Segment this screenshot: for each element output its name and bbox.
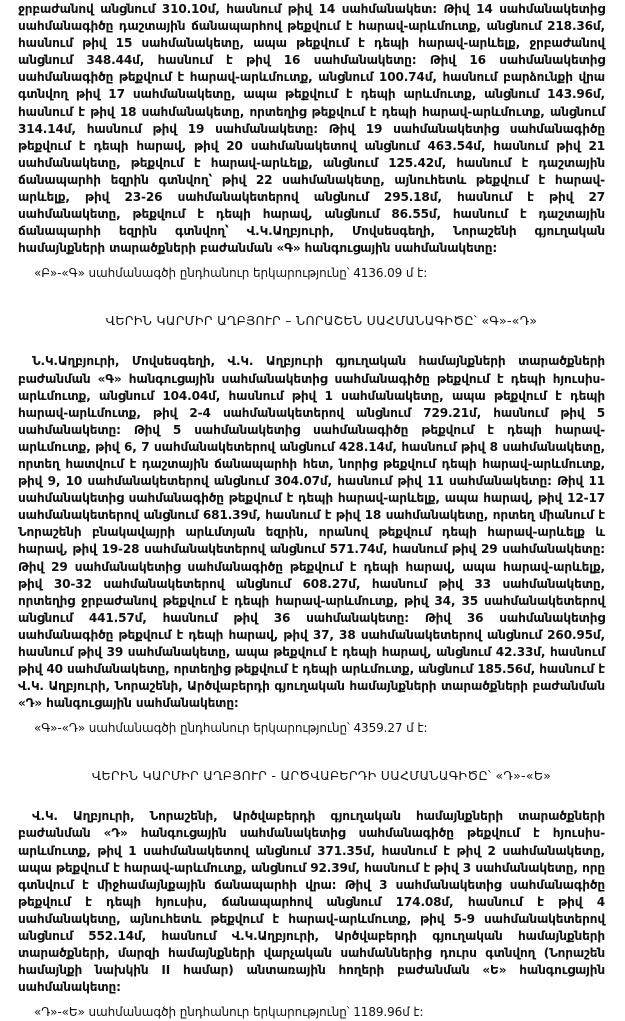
section-c-total-length: «Գ»-«Դ» սահմանագծի ընդհանուր երկարությունը՝ 4359.27 մ է: [34, 721, 428, 736]
section-d-paragraph: Վ.Կ. Աղբյուրի, Նորաշենի, Արծվաբերդի գյուղական համայնքների տարածքների բաժանման «Դ» հանգուցային սահմանակետից սահմանագիծը թեքվում է հյուսիս-արևմուտք, թիվ 1 սահմանակետով անցնում 371.35մ, հասնում է թիվ 2 սահմանակետը, ապա թեքվում է հարավ-արևմուտք, անցնում 92.39մ, հասնում է թիվ 3 սահմանակետը, որը գտնվում է միջհամայնքային ճանապարհի վրա: Թիվ 3 սահմանակետից սահմանագիծը թեքվում է դեպի հյուսիս, ճանապարհով անցնում 174.08մ, հասնում է թիվ 4 սահմանակետը, այնուհետև թեքվում է հարավ-արևմուտք, թիվ 5-9 սահմանակետերով անցնում 552.14մ, հասնում Վ.Կ.Աղբյուրի, Արծվաբերդի գյուղական համայնքների տարածքների, մարզի համայնքների վարչական սահմաններից դուրս գտնվող (Նորաշեն համայնքի նախկին II համար) անտառային հողերի բաժանման «Ե» հանգուցային սահմանակետը: [18, 809, 605, 995]
section-d-total-length: «Դ»-«Ե» սահմանագծի ընդհանուր երկարությունը՝ 1189.96մ է: [34, 1005, 424, 1020]
section-c-heading: ՎԵՐԻՆ ԿԱՐՄԻՐ ԱՂԲՅՈՒՐ – ՆՈՐԱՇԵՆ ՍԱՀՄԱՆԱԳԻԾԸ՝ «Գ»-«Դ» [105, 313, 538, 329]
section-d-heading: ՎԵՐԻՆ ԿԱՐՄԻՐ ԱՂԲՅՈՒՐ - ԱՐԾՎԱԲԵՐԴԻ ՍԱՀՄԱՆԱԳԻԾԸ՝ «Դ»-«Ե» [91, 768, 552, 784]
section-c-paragraph: Ն.Կ.Աղբյուրի, Մովսեսգեղի, Վ.Կ. Աղբյուրի գյուղական համայնքների տարածքների բաժանման «Գ» հանգուցային սահմանակետից սահմանագիծը թեքվում է դեպի հյուսիս-արևմուտք, անցնում 104.04մ, հասնում թիվ 1 սահմանակետը, ապա թեքվում է դեպի հարավ-արևմուտք, թիվ 2-4 սահմանակետերով անցնում 729.21մ, հասնում թիվ 5 սահմանակետը: Թիվ 5 սահմանակետից սահմանագիծը թեքվում է դեպի հարավ-արևմուտք, թիվ 6, 7 սահմանակետերով անցնում 428.14մ, հասնում թիվ 8 սահմանակետը, որտեղ հատվում է դաշտային ճանապարհի հետ, նորից թեքվում դեպի հարավ-արևմուտք, թիվ 9, 10 սահմանակետերով անցնում 304.07մ, հասնում թիվ 11 սահմանակետը: Թիվ 11 սահմանակետից սահմանագիծը թեքվում է դեպի հարավ-արևելք, ապա հարավ, թիվ 12-17 սահմանակետերով անցնում 681.39մ, հասնում է թիվ 18 սահմանակետը, որտեղ միանում է Նորաշենի բնակավայրի արևմտյան եզրին, որանով թեքվում դեպի հարավ-արևելք և հարավ, թիվ 19-28 սահմանակետերով անցնում 571.74մ, հասնում թիվ 29 սահմանակետը: Թիվ 29 սահմանակետից սահմանագիծը թեքվում է դեպի հարավ, ապա հարավ-արևելք, թիվ 30-32 սահմանակետերով անցնում 608.27մ, հասնում թիվ 33 սահմանակետը, որտեղից ջրբաժանով թեքվում է դեպի հարավ-արևմուտք, թիվ 34, 35 սահմանակետերով անցնում 441.57մ, հասնում թիվ 36 սահմանակետը: Թիվ 36 սահմանակետից սահմանագիծը թեքվում է դեպի հարավ, թիվ 37, 38 սահմանակետերով անցնում 260.95մ, հասնում թիվ 39 սահմանակետը, ապա թեքվում է դեպի հարավ, անցնում 42.33մ, հասնում թիվ 40 սահմանակետը, որտեղից թեքվում է դեպի արևմուտք, անցնում 185.56մ, հասնում է Վ.Կ. Աղբյուրի, Նորաշենի, Արծվաբերդի գյուղական համայնքների տարածքների բաժանման «Դ» հանգուցային սահմանակետը: [18, 354, 605, 711]
section-b-continuation-paragraph: ջրբաժանով անցնում 310.10մ, հասնում թիվ 14 սահմանակետ: Թիվ 14 սահմանակետից սահմանագիծը դաշտային ճանապարհով թեքվում է հարավ-արևմուտք, անցնում 218.36մ, հասնում թիվ 15 սահմանակետը, ապա թեքվում է դեպի հարավ-արևելք, ջրբաժանով անցնում 348.44մ, հասնում է թիվ 16 սահմանակետը: Թիվ 16 սահմանակետից սահմանագիծը թեքվում է հարավ-արևմուտք, անցնում 100.74մ, հասնում բարձունքի վրա գտնվող թիվ 17 սահմանակետը, ապա թեքվում է դեպի արևմուտք, անցնում 143.96մ, հասնում է թիվ 18 սահմանակետը, որտեղից թեքվում է դեպի հարավ-արևմուտք, անցնում 314.14մ, հասնում թիվ 19 սահմանակետը: Թիվ 19 սահմանակետից սահմանագիծը թեքվում է դեպի հարավ, թիվ 20 սահմանակետով անցնում 463.54մ, հասնում թիվ 21 սահմանակետը, թեքվում է հարավ-արևելք, անցնում 125.42մ, հասնում է դաշտային ճանապարհի եզրին գտնվող՝ թիվ 22 սահմանակետը, այնուհետև թեքվում է հարավ-արևելք, թիվ 23-26 սահմանակետերով անցնում 295.18մ, հասնում է թիվ 27 սահմանակետը, թեքվում է դեպի հարավ, անցնում 86.55մ, հասնում է դաշտային ճանապարհի եզրին գտնվող՝ Վ.Կ.Աղբյուրի, Մովսեսգեղի, Նորաշենի գյուղական համայնքների տարածքների բաժանման «Գ» հանգուցային սահմանակետը: [18, 2, 605, 256]
section-b-total-length: «Բ»-«Գ» սահմանագծի ընդհանուր երկարությունը՝ 4136.09 մ է: [34, 266, 428, 281]
